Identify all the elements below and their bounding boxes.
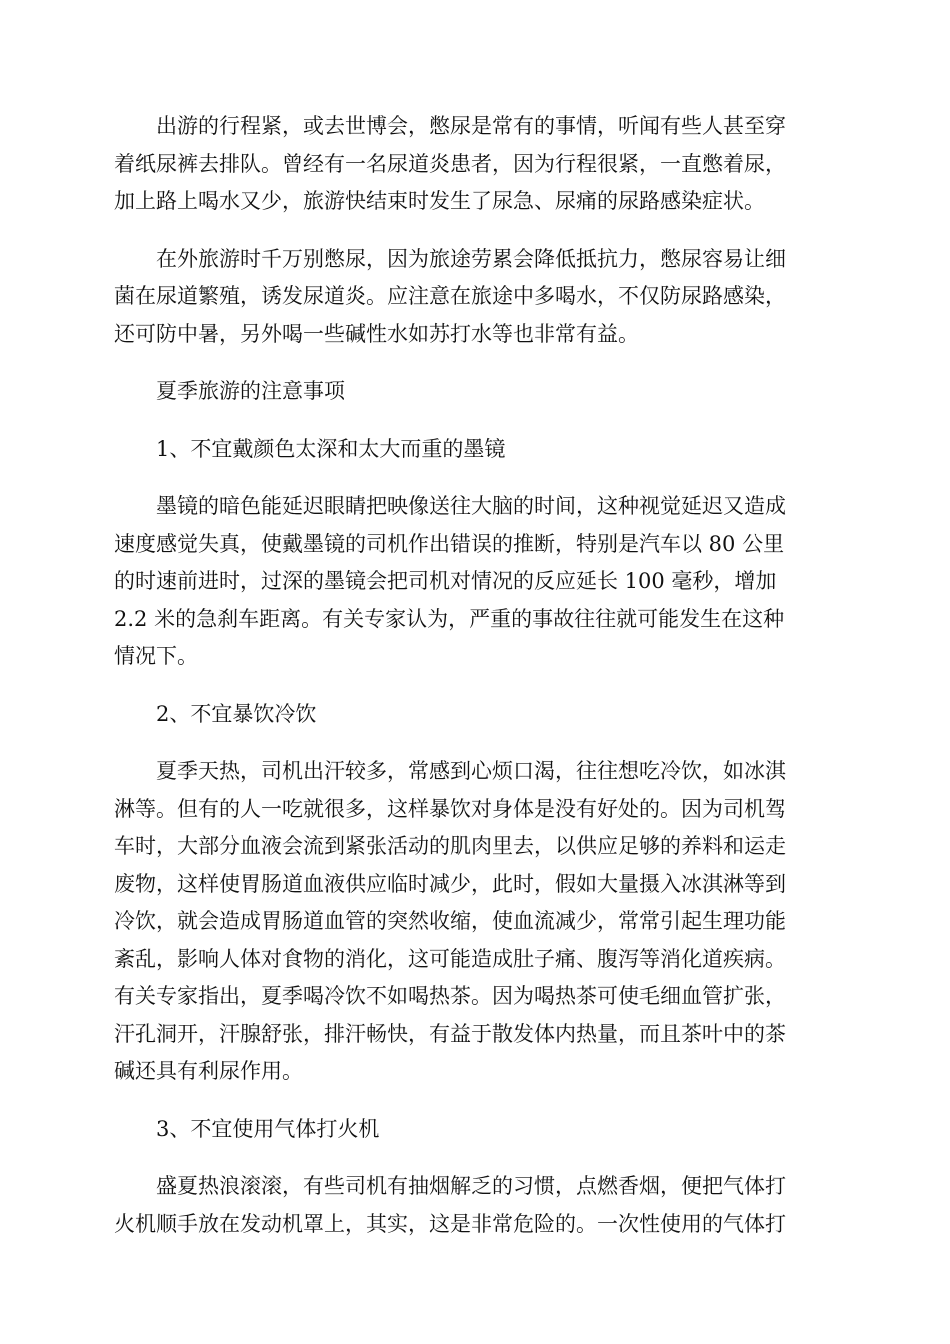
text-line: 2.2 米的急刹车距离。有关专家认为，严重的事故往往就可能发生在这种 <box>114 606 785 631</box>
text-line: 冷饮，就会造成胃肠道血管的突然收缩，使血流减少，常常引起生理功能 <box>114 909 786 933</box>
text-line: 汗孔洞开，汗腺舒张，排汗畅快，有益于散发体内热量，而且茶叶中的茶 <box>114 1021 786 1046</box>
text-line: 车时，大部分血液会流到紧张活动的肌肉里去，以供应足够的养料和运走 <box>114 834 786 858</box>
paragraph-cold-drinks <box>114 753 842 1091</box>
text-line: 淋等。但有的人一吃就很多，这样暴饮对身体是没有好处的。因为司机驾 <box>114 796 786 821</box>
text-line: 速度感觉失真，使戴墨镜的司机作出错误的推断，特别是汽车以 80 公里 <box>114 531 785 556</box>
paragraph-lighter <box>114 1168 842 1243</box>
text-line: 火机顺手放在发动机罩上，其实，这是非常危险的。一次性使用的气体打 <box>114 1211 786 1236</box>
text-line: 出游的行程紧，或去世博会，憋尿是常有的事情，听闻有些人甚至穿 <box>156 114 786 138</box>
text-line: 墨镜的暗色能延迟眼睛把映像送往大脑的时间，这种视觉延迟又造成 <box>156 494 786 518</box>
text-line: 碱还具有利尿作用。 <box>114 1059 303 1083</box>
text-line: 有关专家指出，夏季喝冷饮不如喝热茶。因为喝热茶可使毛细血管扩张， <box>114 984 786 1008</box>
document-page <box>114 108 842 1263</box>
paragraph-sunglasses <box>114 488 842 676</box>
text-line: 的时速前进时，过深的墨镜会把司机对情况的反应延长 100 毫秒，增加 <box>114 569 777 593</box>
text-line: 菌在尿道繁殖，诱发尿道炎。应注意在旅途中多喝水，不仅防尿路感染， <box>114 284 786 308</box>
text-line: 盛夏热浪滚滚，有些司机有抽烟解乏的习惯，点燃香烟，便把气体打 <box>156 1174 786 1198</box>
paragraph-2 <box>114 241 842 354</box>
text-line: 还可防中暑，另外喝一些碱性水如苏打水等也非常有益。 <box>114 321 639 346</box>
text-line: 在外旅游时千万别憋尿，因为旅途劳累会降低抵抗力，憋尿容易让细 <box>156 246 786 271</box>
text-line: 情况下。 <box>114 644 198 668</box>
paragraph-1 <box>114 108 842 221</box>
text-line: 夏季旅游的注意事项 <box>156 379 345 403</box>
text-line: 着纸尿裤去排队。曾经有一名尿道炎患者，因为行程很紧，一直憋着尿， <box>114 151 786 176</box>
item-heading-2 <box>114 696 842 734</box>
text-line: 1、不宜戴颜色太深和太大而重的墨镜 <box>156 436 506 461</box>
text-line: 夏季天热，司机出汗较多，常感到心烦口渴，往往想吃冷饮，如冰淇 <box>156 759 786 783</box>
item-heading-3 <box>114 1111 842 1149</box>
section-heading <box>114 373 842 411</box>
text-line: 3、不宜使用气体打火机 <box>156 1116 380 1141</box>
item-heading-1 <box>114 431 842 469</box>
text-line: 紊乱，影响人体对食物的消化，这可能造成肚子痛、腹泻等消化道疾病。 <box>114 946 786 971</box>
text-line: 加上路上喝水又少，旅游快结束时发生了尿急、尿痛的尿路感染症状。 <box>114 189 765 213</box>
text-line: 废物，这样使胃肠道血液供应临时减少，此时，假如大量摄入冰淇淋等到 <box>114 871 786 896</box>
text-line: 2、不宜暴饮冷饮 <box>156 701 317 726</box>
